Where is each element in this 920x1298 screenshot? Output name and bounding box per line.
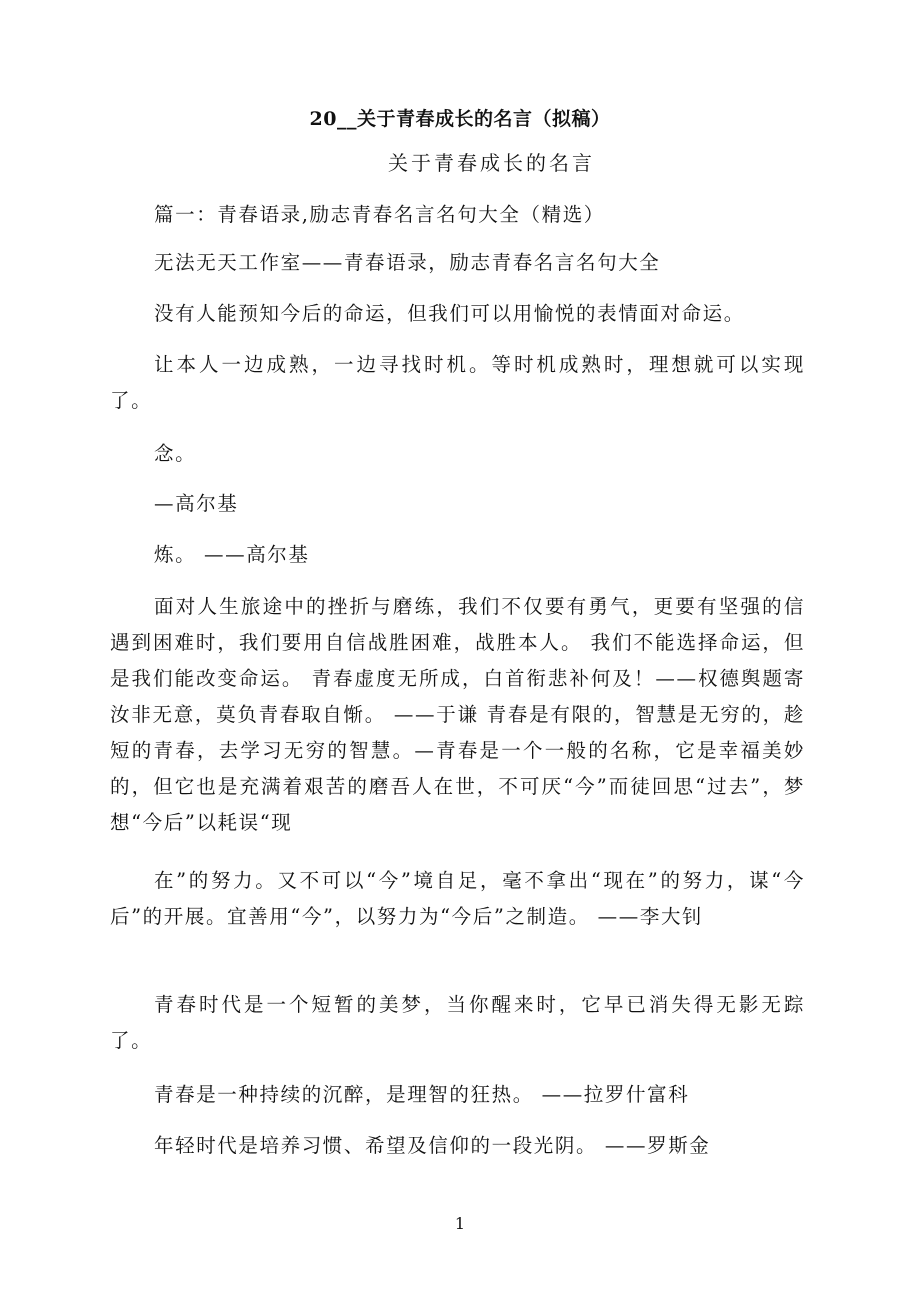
paragraph: —高尔基 bbox=[154, 492, 239, 515]
paragraph: 面对人生旅途中的挫折与磨练，我们不仅要有勇气，更要有坚强的信遇到困难时，我们要用自信战胜困难，战胜本人。 我们不能选择命运，但是我们能改变命运。 青春虚度无所成，白首衔悲补何及！——权德舆题寄汝非无意，莫负青春取自惭。 ——于谦 青春是有限的，智慧是无穷的，趁短的青春，去学习无穷的智慧。—青春是一个一般的名称，它是幸福美妙的，但它也是充满着艰苦的磨吾人在世，不可厌“今”而徒回思“过去”，梦想“今后”以耗误“现 bbox=[110, 595, 805, 834]
document-title: 20__关于青春成长的名言（拟稿） bbox=[309, 108, 611, 130]
paragraph: 在”的努力。又不可以“今”境自足，毫不拿出“现在”的努力，谋“今后”的开展。宜善用“今”，以努力为“今后”之制造。 ——李大钊 bbox=[110, 869, 805, 928]
paragraph: 念。 bbox=[154, 442, 197, 465]
paragraph: 让本人一边成熟，一边寻找时机。等时机成熟时，理想就可以实现了。 bbox=[110, 353, 805, 412]
page-number: 1 bbox=[454, 1214, 466, 1233]
document-subtitle: 关于青春成长的名言 bbox=[388, 151, 595, 175]
paragraph: 篇一：青春语录,励志青春名言名句大全（精选） bbox=[154, 203, 605, 226]
paragraph: 炼。 ——高尔基 bbox=[154, 543, 310, 566]
paragraph: 青春是一种持续的沉醉，是理智的狂热。 ——拉罗什富科 bbox=[154, 1083, 690, 1106]
paragraph: 无法无天工作室——青春语录，励志青春名言名句大全 bbox=[154, 251, 661, 274]
paragraph: 青春时代是一个短暂的美梦，当你醒来时，它早已消失得无影无踪了。 bbox=[110, 993, 805, 1052]
paragraph: 年轻时代是培养习惯、希望及信仰的一段光阴。 ——罗斯金 bbox=[154, 1134, 711, 1157]
paragraph: 没有人能预知今后的命运，但我们可以用愉悦的表情面对命运。 bbox=[154, 302, 745, 325]
